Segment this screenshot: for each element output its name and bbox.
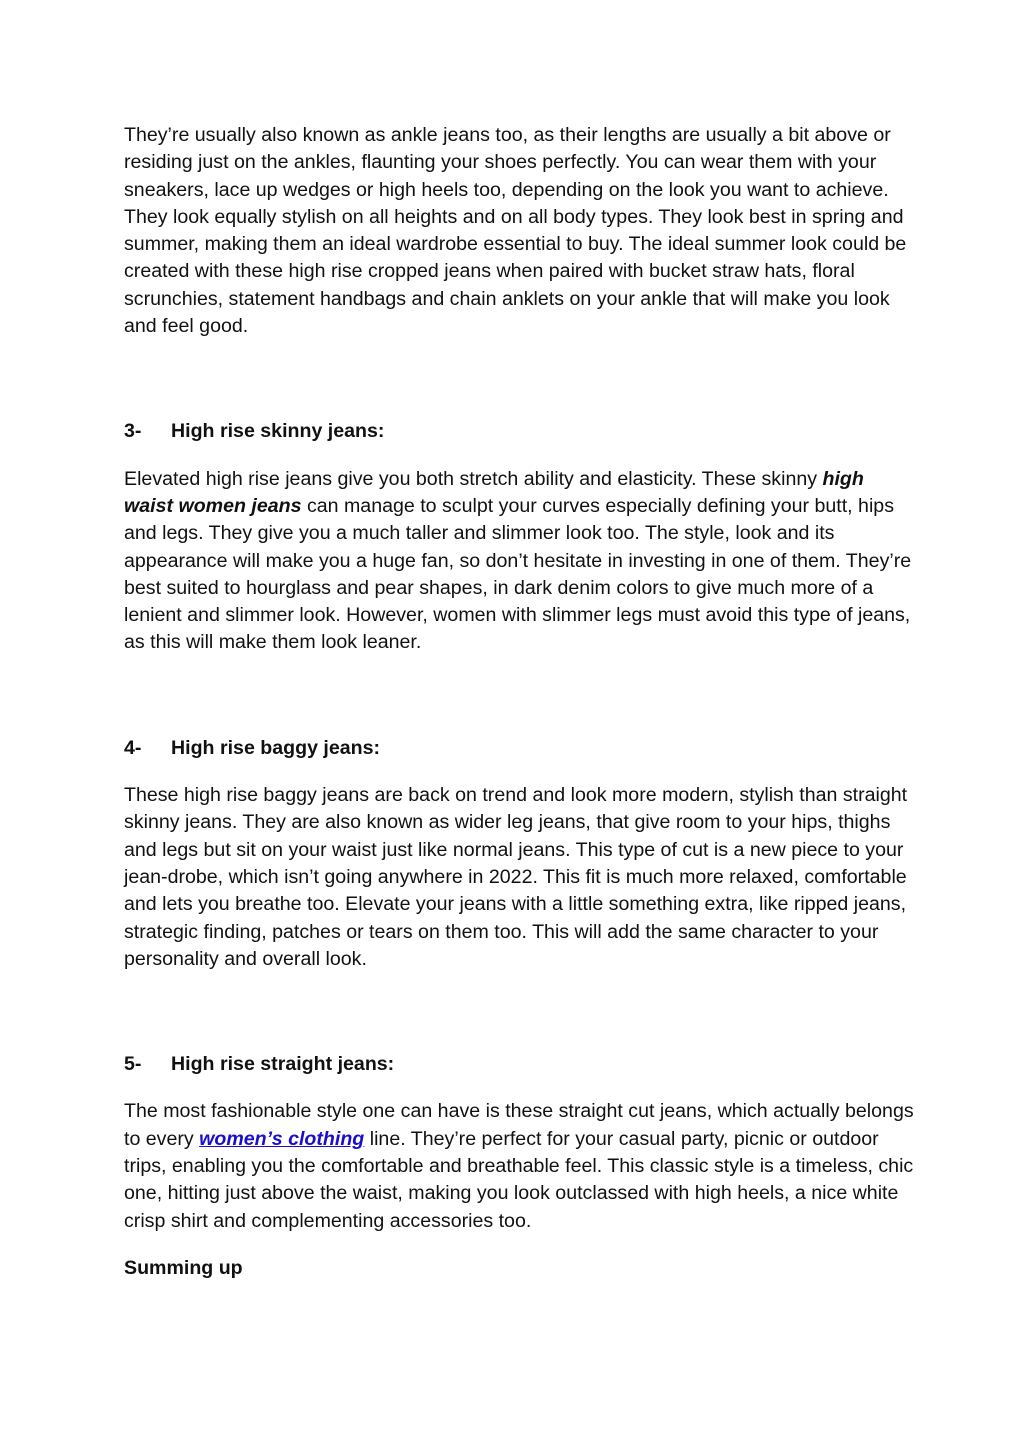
section-3-text-before: Elevated high rise jeans give you both stretch ability and elasticity. These skinny <box>124 467 823 490</box>
section-4-paragraph: These high rise baggy jeans are back on trend and look more modern, stylish than straight skinny jeans. They are also known as wider leg jeans, that give room to your hips, thighs and legs but sit on your waist just like normal jeans. This type of cut is a new piece to your jean-drobe, which isn’t going anywhere in 2022. This fit is much more relaxed, comfortable and lets you breathe too. Elevate your jeans with a little something extra, like ripped jeans, strategic finding, patches or tears on them too. This will add the same character to your personality and overall look. <box>124 784 908 970</box>
intro-paragraph: They’re usually also known as ankle jeans too, as their lengths are usually a bit above or residing just on the ankles, flaunting your shoes perfectly. You can wear them with your sneakers, lace up wedges or high heels too, depending on the look you want to achieve. They look equally stylish on all heights and on all body types. They look best in spring and summer, making them an ideal wardrobe essential to buy. The ideal summer look could be created with these high rise cropped jeans when paired with bucket straw hats, floral scrunchies, statement handbags and chain anklets on your ankle that will make you look and feel good. <box>124 124 907 338</box>
spacer <box>124 340 914 418</box>
section-5-heading <box>124 1051 914 1078</box>
section-5-paragraph <box>124 1098 914 1234</box>
section-4-title: High rise baggy jeans: <box>171 736 381 759</box>
section-3-text-after: can manage to sculpt your curves especially defining your butt, hips and legs. They give you a much taller and slimmer look too. The style, look and its appearance will make you a huge fan, so don’t hesitate in investing in one of them. They’re best suited to hourglass and pear shapes, in dark denim colors to give much more of a lenient and slimmer look. However, women with slimmer legs must avoid this type of jeans, as this will make them look leaner. <box>124 494 912 654</box>
section-5-text-before: The most fashionable style one can have is these straight cut jeans, which actually belongs to every <box>124 1100 914 1150</box>
spacer <box>124 762 914 782</box>
section-4-heading <box>124 735 914 762</box>
section-5-number: 5- <box>124 1053 142 1076</box>
section-5-text-after: line. They’re perfect for your casual party, picnic or outdoor trips, enabling you the comfortable and breathable feel. This classic style is a timeless, chic one, hitting just above the waist, making you look outclassed with high heels, a nice white crisp shirt and complementing accessories too. <box>124 1127 914 1232</box>
spacer <box>124 657 914 735</box>
section-3-heading <box>124 418 914 445</box>
spacer <box>124 1235 914 1255</box>
spacer <box>124 973 914 1051</box>
document-page <box>124 122 914 1282</box>
section-4-number: 4- <box>124 736 142 759</box>
womens-clothing-link[interactable]: women’s clothing <box>199 1127 365 1150</box>
section-3-paragraph <box>124 466 914 657</box>
section-3-title: High rise skinny jeans: <box>171 420 385 443</box>
spacer <box>124 1078 914 1098</box>
spacer <box>124 446 914 466</box>
section-3-number: 3- <box>124 420 142 443</box>
section-3-emphasis: high waist women jeans <box>124 467 864 517</box>
section-5-title: High rise straight jeans: <box>171 1053 395 1076</box>
summing-up-heading: Summing up <box>124 1256 243 1279</box>
